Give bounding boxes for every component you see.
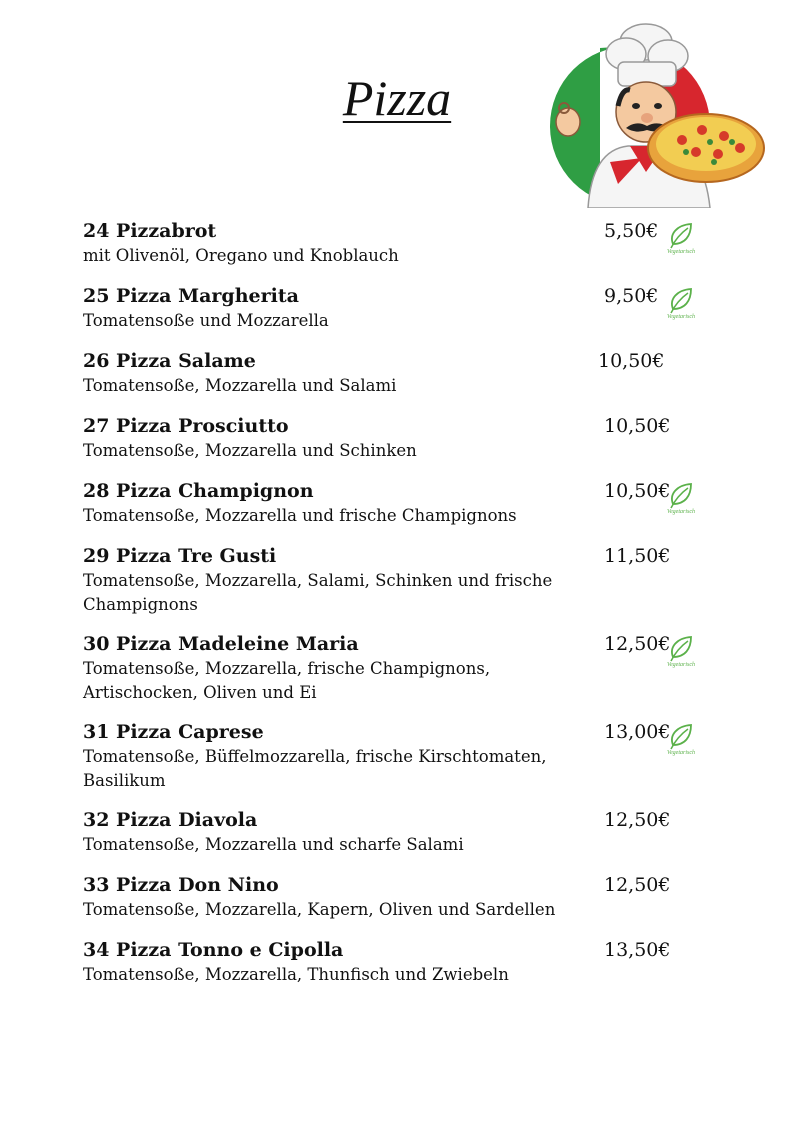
menu-item-price: 5,50€ (604, 220, 659, 242)
menu-item-name: 25 Pizza Margherita (83, 285, 299, 307)
menu-item-name: 24 Pizzabrot (83, 220, 217, 242)
menu-item-description: mit Olivenöl, Oregano und Knoblauch (83, 246, 399, 265)
vegetarian-leaf-icon (661, 635, 701, 669)
vegetarian-label: Vegetarisch (667, 509, 695, 515)
vegetarian-leaf-icon (661, 723, 701, 757)
menu-item-description: Tomatensoße, Mozzarella, Salami, Schinken und frische Champignons (83, 571, 553, 614)
menu-item-price: 9,50€ (604, 285, 659, 307)
menu-item-price: 10,50€ (604, 480, 671, 502)
menu-item-description: Tomatensoße, Mozzarella und Schinken (83, 441, 417, 460)
menu-item-description: Tomatensoße und Mozzarella (83, 311, 329, 330)
menu-item-name: 31 Pizza Caprese (83, 721, 264, 743)
menu-item (83, 807, 723, 857)
vegetarian-leaf-icon (661, 222, 701, 256)
menu-item-name: 29 Pizza Tre Gusti (83, 545, 277, 567)
vegetarian-label: Vegetarisch (667, 249, 695, 255)
menu-item-name: 27 Pizza Prosciutto (83, 415, 289, 437)
menu-item-description: Tomatensoße, Mozzarella, Kapern, Oliven und Sardellen (83, 900, 556, 919)
menu-item-description: Tomatensoße, Mozzarella und scharfe Salami (83, 835, 464, 854)
menu-item-price: 10,50€ (598, 350, 665, 372)
menu-item (83, 719, 723, 793)
chef-illustration (518, 22, 788, 208)
menu-item-description: Tomatensoße, Mozzarella, frische Champignons, Artischocken, Oliven und Ei (83, 659, 491, 702)
vegetarian-label: Vegetarisch (667, 314, 695, 320)
vegetarian-label: Vegetarisch (667, 750, 695, 756)
menu-item (83, 937, 723, 987)
menu-item (83, 543, 723, 617)
menu-item-price: 13,00€ (604, 721, 671, 743)
vegetarian-leaf-icon (661, 482, 701, 516)
menu-item-price: 12,50€ (604, 809, 671, 831)
menu-item-name: 32 Pizza Diavola (83, 809, 258, 831)
menu-item-name: 33 Pizza Don Nino (83, 874, 279, 896)
menu-item-price: 11,50€ (604, 545, 671, 567)
menu-item-description: Tomatensoße, Mozzarella und Salami (83, 376, 397, 395)
menu-item-name: 26 Pizza Salame (83, 350, 256, 372)
page-title: Pizza (342, 70, 452, 126)
menu-item-price: 12,50€ (604, 633, 671, 655)
menu-item (83, 413, 723, 463)
menu-item (83, 478, 723, 528)
menu-item (83, 283, 723, 333)
menu-item-price: 10,50€ (604, 415, 671, 437)
menu-item-description: Tomatensoße, Mozzarella und frische Champignons (83, 506, 517, 525)
menu-item-description: Tomatensoße, Mozzarella, Thunfisch und Zwiebeln (83, 965, 509, 984)
menu-item-name: 28 Pizza Champignon (83, 480, 314, 502)
vegetarian-label: Vegetarisch (667, 662, 695, 668)
menu-item-price: 13,50€ (604, 939, 671, 961)
menu-item (83, 348, 723, 398)
menu-item-name: 34 Pizza Tonno e Cipolla (83, 939, 344, 961)
menu-item (83, 872, 723, 922)
menu-item (83, 218, 723, 268)
menu-item-description: Tomatensoße, Büffelmozzarella, frische Kirschtomaten, Basilikum (83, 747, 547, 790)
vegetarian-leaf-icon (661, 287, 701, 321)
menu-item-price: 12,50€ (604, 874, 671, 896)
menu-item-name: 30 Pizza Madeleine Maria (83, 633, 359, 655)
menu-item (83, 631, 723, 705)
